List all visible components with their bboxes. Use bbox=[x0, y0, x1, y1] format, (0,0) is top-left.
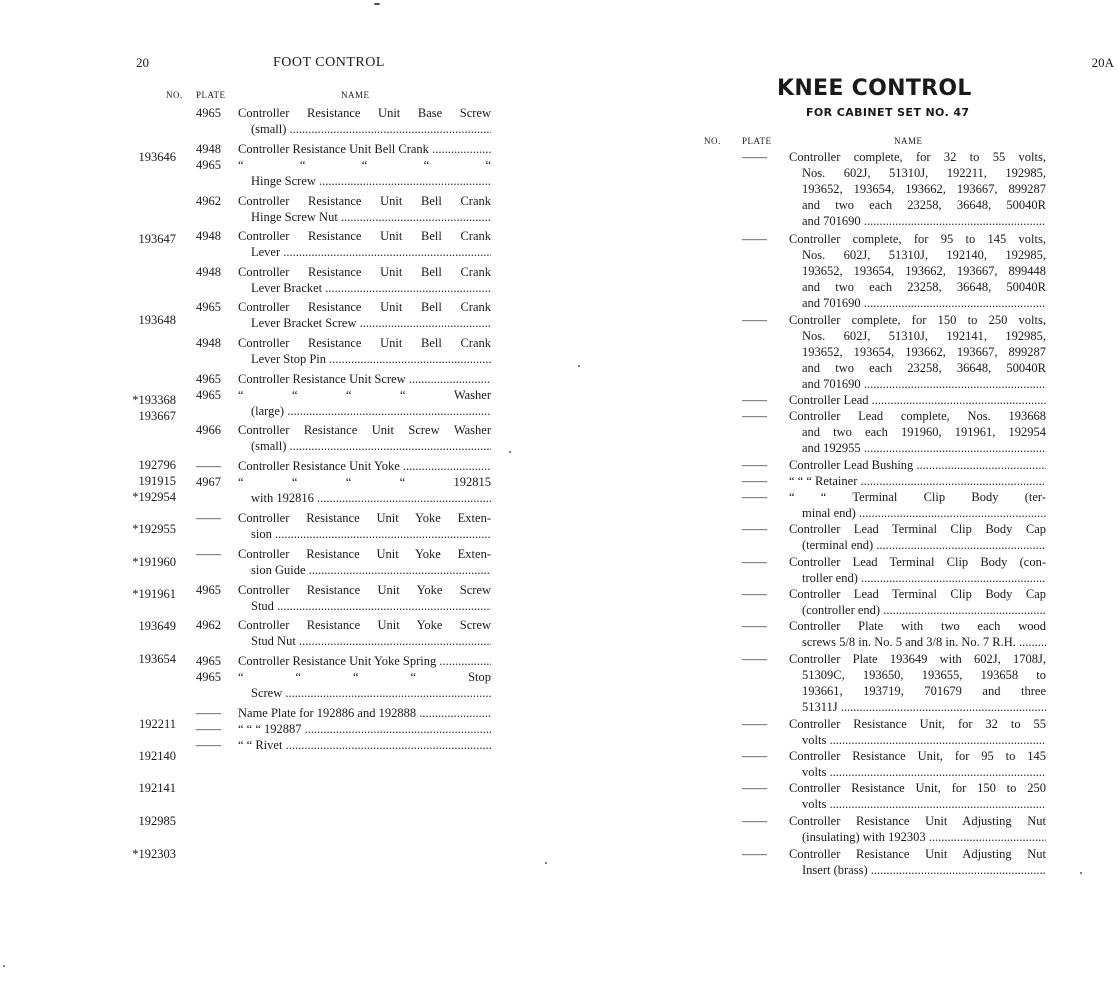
part-name-line: Stud Nut ..... bbox=[238, 633, 491, 649]
part-name bbox=[238, 617, 491, 649]
part-name bbox=[789, 408, 1046, 456]
running-title: FOOT CONTROL bbox=[273, 55, 385, 70]
part-name bbox=[789, 312, 1046, 392]
part-name-line: and 701690 ..... bbox=[789, 376, 1046, 392]
part-name bbox=[238, 653, 491, 669]
part-name-line: sion Guide ..... bbox=[238, 562, 491, 578]
part-name-line: volts ..... bbox=[789, 732, 1046, 748]
part-name-line: Controller Resistance Unit, for 32 to 55 bbox=[789, 717, 1046, 731]
part-name-line: Controller Resistance Unit Yoke Screw bbox=[238, 583, 491, 597]
page-number: 20 bbox=[136, 55, 149, 70]
part-name bbox=[238, 157, 491, 189]
part-name bbox=[238, 422, 491, 454]
part-name-line: Controller Resistance Unit Yoke ..... bbox=[238, 458, 491, 474]
plate-number: —— bbox=[742, 522, 767, 536]
part-name-line: Nos. 602J, 51310J, 192211, 192985, bbox=[802, 166, 1046, 180]
part-number: *193368 bbox=[132, 393, 176, 407]
part-name-line: 193661, 193719, 701679 and three bbox=[802, 684, 1046, 698]
part-name bbox=[238, 193, 491, 225]
part-number: *192954 bbox=[132, 490, 176, 504]
part-name-line: Controller complete, for 95 to 145 volts, bbox=[789, 232, 1046, 246]
part-name-line: (terminal end) ..... bbox=[789, 537, 1046, 553]
plate-number: —— bbox=[742, 393, 767, 407]
part-name bbox=[238, 721, 491, 737]
part-name bbox=[789, 748, 1046, 780]
page-title: KNEE CONTROL bbox=[777, 76, 972, 101]
plate-number: 4965 bbox=[196, 583, 221, 597]
part-name-line: Controller Resistance Unit Yoke Screw bbox=[238, 618, 491, 632]
part-name bbox=[238, 669, 491, 701]
part-name-line: Controller Resistance Unit Yoke Exten- bbox=[238, 547, 491, 561]
page-number: 20A bbox=[1091, 55, 1114, 70]
part-name bbox=[789, 457, 1046, 473]
part-name-line: Controller Resistance Unit Bell Crank bbox=[238, 300, 491, 314]
part-number: 193646 bbox=[138, 150, 176, 164]
part-name-line: Name Plate for 192886 and 192888 ..... bbox=[238, 705, 491, 721]
plate-number: —— bbox=[196, 706, 221, 720]
part-name bbox=[789, 392, 1046, 408]
part-number: 192796 bbox=[138, 458, 176, 472]
plate-number: 4962 bbox=[196, 618, 221, 632]
part-number: 191915 bbox=[138, 474, 176, 488]
part-name bbox=[789, 489, 1046, 521]
part-name-line: Controller Lead complete, Nos. 193668 bbox=[789, 409, 1046, 423]
part-name-line: Controller complete, for 150 to 250 volts, bbox=[789, 313, 1046, 327]
part-name-line: Controller Resistance Unit Adjusting Nut bbox=[789, 847, 1046, 861]
part-name-line: Controller Lead ..... bbox=[789, 392, 1046, 408]
part-name bbox=[789, 813, 1046, 845]
plate-number: 4965 bbox=[196, 300, 221, 314]
part-name-line: Controller Plate 193649 with 602J, 1708J, bbox=[789, 652, 1046, 666]
part-name-line: Stud ..... bbox=[238, 598, 491, 614]
part-name-line: Controller Lead Terminal Clip Body Cap bbox=[789, 522, 1046, 536]
print-speck bbox=[1080, 872, 1082, 874]
part-name-line: Controller Resistance Unit Bell Crank ..... bbox=[238, 141, 491, 157]
part-number: 192141 bbox=[138, 781, 176, 795]
part-name-line: sion ..... bbox=[238, 526, 491, 542]
part-name-line: Nos. 602J, 51310J, 192141, 192985, bbox=[802, 329, 1046, 343]
plate-number: —— bbox=[742, 619, 767, 633]
print-speck bbox=[509, 451, 511, 453]
part-name-line: “ “ “ “ “ bbox=[238, 158, 491, 172]
print-speck bbox=[578, 365, 580, 367]
part-name bbox=[789, 586, 1046, 618]
column-header-no: NO. bbox=[704, 136, 721, 146]
plate-number: —— bbox=[742, 652, 767, 666]
part-name-line: “ “ “ “ 192815 bbox=[238, 475, 491, 489]
part-name-line: screws 5/8 in. No. 5 and 3/8 in. No. 7 R.H. ..... bbox=[789, 634, 1046, 650]
part-name-line: Hinge Screw ..... bbox=[238, 173, 491, 189]
part-number: 192985 bbox=[138, 814, 176, 828]
part-name-line: and 701690 ..... bbox=[789, 295, 1046, 311]
part-number: 193667 bbox=[138, 409, 176, 423]
part-number: 192140 bbox=[138, 749, 176, 763]
part-name bbox=[789, 554, 1046, 586]
part-name-line: Lever ..... bbox=[238, 244, 491, 260]
part-name-line: and two each 23258, 36648, 50040R bbox=[802, 198, 1046, 212]
plate-number: —— bbox=[742, 781, 767, 795]
part-name-line: (small) ..... bbox=[238, 121, 491, 137]
plate-number: —— bbox=[742, 847, 767, 861]
part-name-line: (large) ..... bbox=[238, 403, 491, 419]
part-name-line: troller end) ..... bbox=[789, 570, 1046, 586]
part-name-line: 51309C, 193650, 193655, 193658 to bbox=[802, 668, 1046, 682]
part-name bbox=[238, 228, 491, 260]
part-name-line: “ “ “ 192887 ..... bbox=[238, 721, 491, 737]
part-name bbox=[238, 546, 491, 578]
plate-number: —— bbox=[742, 814, 767, 828]
part-name-line: Controller Lead Terminal Clip Body Cap bbox=[789, 587, 1046, 601]
column-header-no: NO. bbox=[166, 90, 183, 100]
column-header-plate: PLATE bbox=[742, 136, 772, 146]
column-header-name: NAME bbox=[341, 90, 370, 100]
part-name-line: Controller Resistance Unit Base Screw bbox=[238, 106, 491, 120]
part-name-line: Nos. 602J, 51310J, 192140, 192985, bbox=[802, 248, 1046, 262]
plate-number: 4965 bbox=[196, 654, 221, 668]
part-name bbox=[789, 846, 1046, 878]
part-name bbox=[238, 264, 491, 296]
part-number: 193649 bbox=[138, 619, 176, 633]
part-name-line: with 192816 ..... bbox=[238, 490, 491, 506]
part-name-line: Controller Lead Terminal Clip Body (con- bbox=[789, 555, 1046, 569]
part-number: *191961 bbox=[132, 587, 176, 601]
part-name bbox=[238, 105, 491, 137]
part-name-line: (small) ..... bbox=[238, 438, 491, 454]
plate-number: —— bbox=[742, 232, 767, 246]
part-name-line: Screw ..... bbox=[238, 685, 491, 701]
part-name bbox=[238, 371, 491, 387]
part-name-line: volts ..... bbox=[789, 764, 1046, 780]
plate-number: —— bbox=[742, 474, 767, 488]
plate-number: —— bbox=[742, 313, 767, 327]
part-name bbox=[238, 737, 491, 753]
part-name bbox=[238, 299, 491, 331]
plate-number: —— bbox=[742, 458, 767, 472]
part-name-line: “ “ “ “ Stop bbox=[238, 670, 491, 684]
print-speck bbox=[3, 965, 5, 967]
plate-number: 4966 bbox=[196, 423, 221, 437]
part-name bbox=[238, 458, 491, 474]
print-speck bbox=[374, 3, 380, 5]
part-name bbox=[238, 582, 491, 614]
plate-number: —— bbox=[742, 717, 767, 731]
column-header-plate: PLATE bbox=[196, 90, 226, 100]
part-number: 193648 bbox=[138, 313, 176, 327]
part-name-line: Controller Plate with two each wood bbox=[789, 619, 1046, 633]
part-name-line: “ “ Rivet ..... bbox=[238, 737, 491, 753]
part-name bbox=[238, 705, 491, 721]
part-number: *191960 bbox=[132, 555, 176, 569]
part-name bbox=[789, 716, 1046, 748]
part-name-line: 193652, 193654, 193662, 193667, 899448 bbox=[802, 264, 1046, 278]
plate-number: —— bbox=[196, 722, 221, 736]
part-name-line: Controller Resistance Unit, for 150 to 250 bbox=[789, 781, 1046, 795]
part-name-line: “ “ Terminal Clip Body (ter- bbox=[789, 490, 1046, 504]
part-name bbox=[238, 387, 491, 419]
plate-number: —— bbox=[742, 150, 767, 164]
part-number: *192955 bbox=[132, 522, 176, 536]
plate-number: 4967 bbox=[196, 475, 221, 489]
part-number: *192303 bbox=[132, 847, 176, 861]
part-name-line: “ “ “ “ Washer bbox=[238, 388, 491, 402]
plate-number: —— bbox=[196, 459, 221, 473]
part-name bbox=[789, 618, 1046, 650]
part-name-line: Insert (brass) ..... bbox=[789, 862, 1046, 878]
part-name-line: and 701690 ..... bbox=[789, 213, 1046, 229]
part-name bbox=[238, 474, 491, 506]
part-name-line: and two each 23258, 36648, 50040R bbox=[802, 280, 1046, 294]
part-name-line: Controller Lead Bushing ..... bbox=[789, 457, 1046, 473]
part-name bbox=[238, 141, 491, 157]
part-name bbox=[789, 473, 1046, 489]
part-name bbox=[789, 651, 1046, 715]
part-name-line: 193652, 193654, 193662, 193667, 899287 bbox=[802, 182, 1046, 196]
plate-number: 4965 bbox=[196, 106, 221, 120]
plate-number: —— bbox=[196, 738, 221, 752]
plate-number: 4965 bbox=[196, 372, 221, 386]
plate-number: 4948 bbox=[196, 229, 221, 243]
part-name-line: volts ..... bbox=[789, 796, 1046, 812]
part-name bbox=[789, 521, 1046, 553]
plate-number: —— bbox=[742, 749, 767, 763]
part-number: 193654 bbox=[138, 652, 176, 666]
part-name-line: Controller Resistance Unit, for 95 to 145 bbox=[789, 749, 1046, 763]
part-name bbox=[789, 231, 1046, 311]
part-name-line: and two each 191960, 191961, 192954 bbox=[802, 425, 1046, 439]
plate-number: 4948 bbox=[196, 142, 221, 156]
part-name-line: Lever Stop Pin ..... bbox=[238, 351, 491, 367]
plate-number: 4962 bbox=[196, 194, 221, 208]
part-name-line: 193652, 193654, 193662, 193667, 899287 bbox=[802, 345, 1046, 359]
plate-number: —— bbox=[742, 490, 767, 504]
print-speck bbox=[545, 862, 547, 864]
part-name-line: Controller Resistance Unit Bell Crank bbox=[238, 336, 491, 350]
plate-number: 4948 bbox=[196, 336, 221, 350]
part-number: 192211 bbox=[138, 717, 176, 731]
part-name-line: Controller Resistance Unit Screw Washer bbox=[238, 423, 491, 437]
plate-number: —— bbox=[742, 555, 767, 569]
part-name-line: and 192955 ..... bbox=[789, 440, 1046, 456]
part-name-line: Hinge Screw Nut ..... bbox=[238, 209, 491, 225]
part-name-line: (insulating) with 192303 ..... bbox=[789, 829, 1046, 845]
part-name bbox=[238, 335, 491, 367]
column-header-name: NAME bbox=[894, 136, 923, 146]
part-name bbox=[789, 780, 1046, 812]
part-name-line: Lever Bracket ..... bbox=[238, 280, 491, 296]
part-name bbox=[789, 149, 1046, 229]
part-name bbox=[238, 510, 491, 542]
part-name-line: Controller Resistance Unit Yoke Spring ..... bbox=[238, 653, 491, 669]
plate-number: 4965 bbox=[196, 670, 221, 684]
part-name-line: Controller Resistance Unit Bell Crank bbox=[238, 194, 491, 208]
plate-number: 4965 bbox=[196, 388, 221, 402]
plate-number: 4965 bbox=[196, 158, 221, 172]
part-number: 193647 bbox=[138, 232, 176, 246]
page-subtitle: FOR CABINET SET NO. 47 bbox=[806, 106, 970, 119]
part-name-line: minal end) ..... bbox=[789, 505, 1046, 521]
part-name-line: (controller end) ..... bbox=[789, 602, 1046, 618]
plate-number: —— bbox=[742, 409, 767, 423]
part-name-line: Controller Resistance Unit Yoke Exten- bbox=[238, 511, 491, 525]
part-name-line: Controller Resistance Unit Bell Crank bbox=[238, 229, 491, 243]
plate-number: 4948 bbox=[196, 265, 221, 279]
part-name-line: Lever Bracket Screw ..... bbox=[238, 315, 491, 331]
part-name-line: Controller Resistance Unit Bell Crank bbox=[238, 265, 491, 279]
part-name-line: “ “ “ Retainer ..... bbox=[789, 473, 1046, 489]
part-name-line: Controller Resistance Unit Screw ..... bbox=[238, 371, 491, 387]
plate-number: —— bbox=[742, 587, 767, 601]
part-name-line: Controller Resistance Unit Adjusting Nut bbox=[789, 814, 1046, 828]
part-name-line: 51311J ..... bbox=[789, 699, 1046, 715]
part-name-line: and two each 23258, 36648, 50040R bbox=[802, 361, 1046, 375]
plate-number: —— bbox=[196, 511, 221, 525]
plate-number: —— bbox=[196, 547, 221, 561]
part-name-line: Controller complete, for 32 to 55 volts, bbox=[789, 150, 1046, 164]
